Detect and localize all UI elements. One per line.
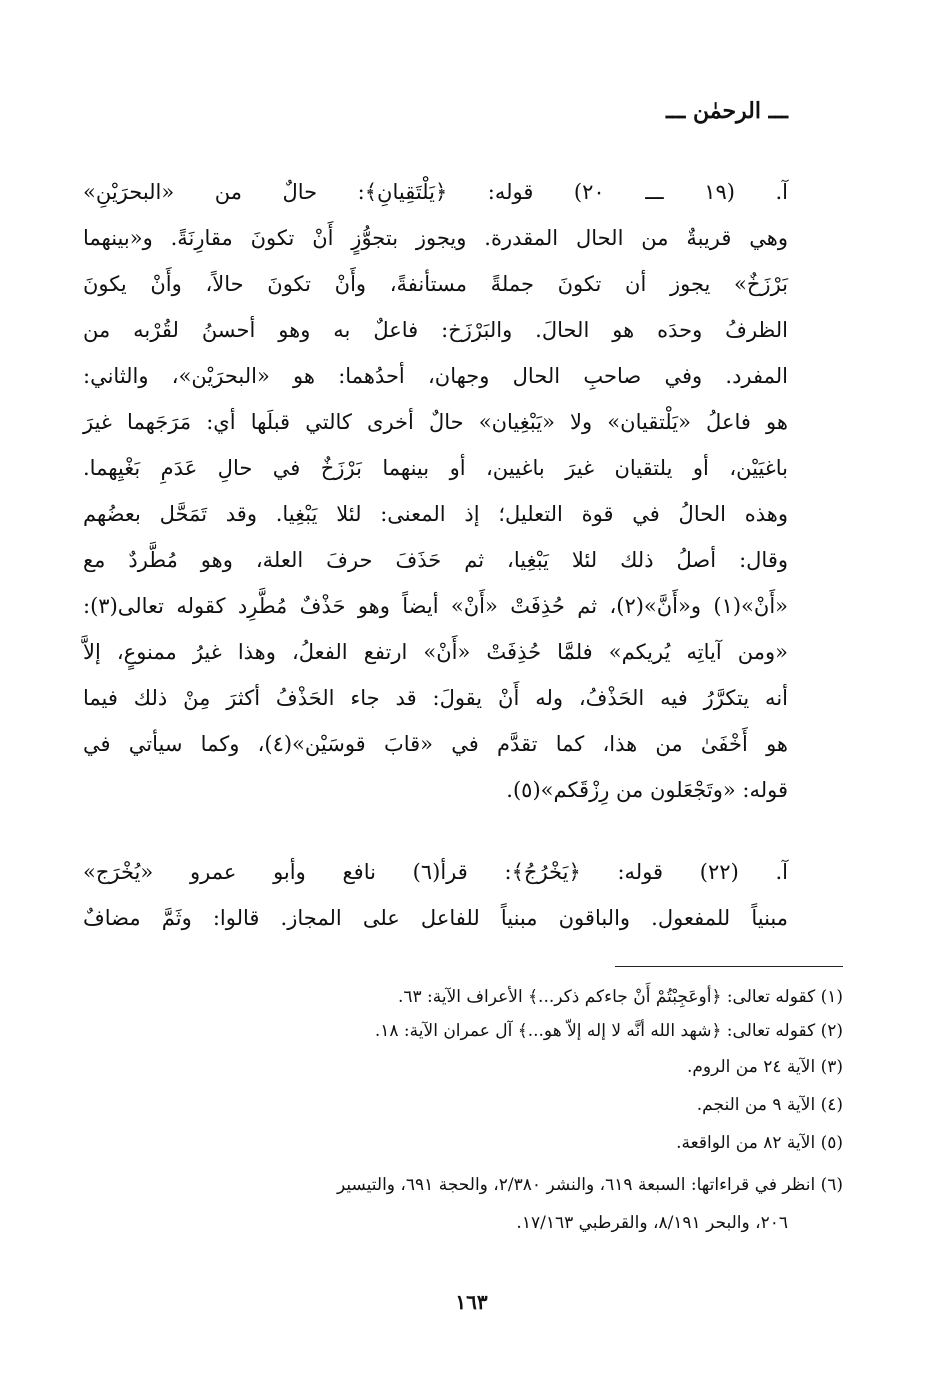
footnote: (٣) الآية ٢٤ من الروم. bbox=[686, 1057, 843, 1077]
body-line: أنه يتكرَّرُ فيه الحَذْفُ، وله أَنْ يقولَ: قد جاء الحَذْفُ أكثرَ مِنْ ذلك فيما bbox=[83, 686, 788, 710]
body-line: بَرْزَخٌ» يجوز أن تكونَ جملةً مستأنفةً، وأَنْ تكونَ حالاً، وأَنْ يكونَ bbox=[83, 272, 788, 296]
body-line: وهذه الحالُ في قوة التعليل؛ إذ المعنى: لئلا يَبْغِيا. وقد تَمَحَّل بعضُهم bbox=[83, 502, 788, 526]
footnote: (٥) الآية ٨٢ من الواقعة. bbox=[676, 1133, 843, 1153]
body-line: مبنياً للمفعول. والباقون مبنياً للفاعل على المجاز. قالوا: وثَمَّ مضافٌ bbox=[83, 906, 788, 930]
body-line: وهي قريبةٌ من الحال المقدرة. ويجوز بتجوُّزٍ أَنْ تكونَ مقارِنَةً. و«بينهما bbox=[83, 226, 788, 250]
body-line: الظرفُ وحدَه هو الحالَ. والبَرْزَخ: فاعلٌ به وهو أحسنُ لقُرْبه من bbox=[83, 318, 788, 342]
footnote-separator bbox=[615, 966, 843, 967]
footnote: (٢) كقوله تعالى: ﴿شهد الله أنَّه لا إله إلاّ هو...﴾ آل عمران الآية: ١٨. bbox=[374, 1021, 843, 1041]
footnote: (١) كقوله تعالى: ﴿أوعَجِبْتُمْ أَنْ جاءكم ذكر...﴾ الأعراف الآية: ٦٣. bbox=[397, 987, 843, 1007]
body-line: باغيَيْن، أو يلتقيان غيرَ باغيين، أو بينهما بَرْزَخٌ في حالِ عَدَمِ بَغْيِهما. bbox=[83, 456, 788, 480]
body-line: «ومن آياتِه يُريكم» فلمَّا حُذِفَتْ «أَنْ» ارتفع الفعلُ، وهذا غيرُ ممنوعٍ، إلاَّ bbox=[83, 640, 788, 664]
footnote: (٦) انظر في قراءاتها: السبعة ٦١٩، والنشر ٢/٣٨٠، والحجة ٦٩١، والتيسير bbox=[336, 1175, 843, 1195]
body-line: المفرد. وفي صاحبِ الحال وجهان، أحدُهما: هو «البحرَيْن»، والثاني: bbox=[83, 364, 788, 388]
footnote-continuation: ٢٠٦، والبحر ٨/١٩١، والقرطبي ١٧/١٦٣. bbox=[516, 1213, 788, 1233]
running-header: ـــ الرحمٰن ـــ bbox=[665, 98, 788, 124]
footnote: (٤) الآية ٩ من النجم. bbox=[696, 1095, 843, 1115]
page-number: ١٦٣ bbox=[455, 1290, 488, 1314]
body-line: آ. (٢٢) قوله: ﴿يَخْرُجُ﴾: قرأ(٦) نافع وأبو عمرو «يُخْرَج» bbox=[83, 860, 788, 884]
body-line: آ. (١٩ ـــ ٢٠) قوله: ﴿يَلْتَقِيانِ﴾: حالٌ من «البحرَيْنِ» bbox=[83, 180, 788, 204]
body-line: وقال: أصلُ ذلك لئلا يَبْغِيا، ثم حَذَفَ حرفَ العلة، وهو مُطَّردٌ مع bbox=[83, 548, 788, 572]
body-line: هو أَخْفَىٰ من هذا، كما تقدَّم في «قابَ قوسَيْن»(٤)، وكما سيأتي في bbox=[83, 732, 788, 756]
body-line: «أَنْ»(١) و«أَنَّ»(٢)، ثم حُذِفَتْ «أَنْ» أيضاً وهو حَذْفٌ مُطَّرِد كقوله تعالى(٣): bbox=[83, 594, 789, 618]
body-line: هو فاعلُ «يَلْتقيان» ولا «يَبْغِيان» حالٌ أخرى كالتي قبلَها أي: مَرَجَهما غيرَ bbox=[83, 410, 788, 434]
body-line: قوله: «وتَجْعَلون من رِزْقَكم»(٥). bbox=[506, 778, 788, 802]
